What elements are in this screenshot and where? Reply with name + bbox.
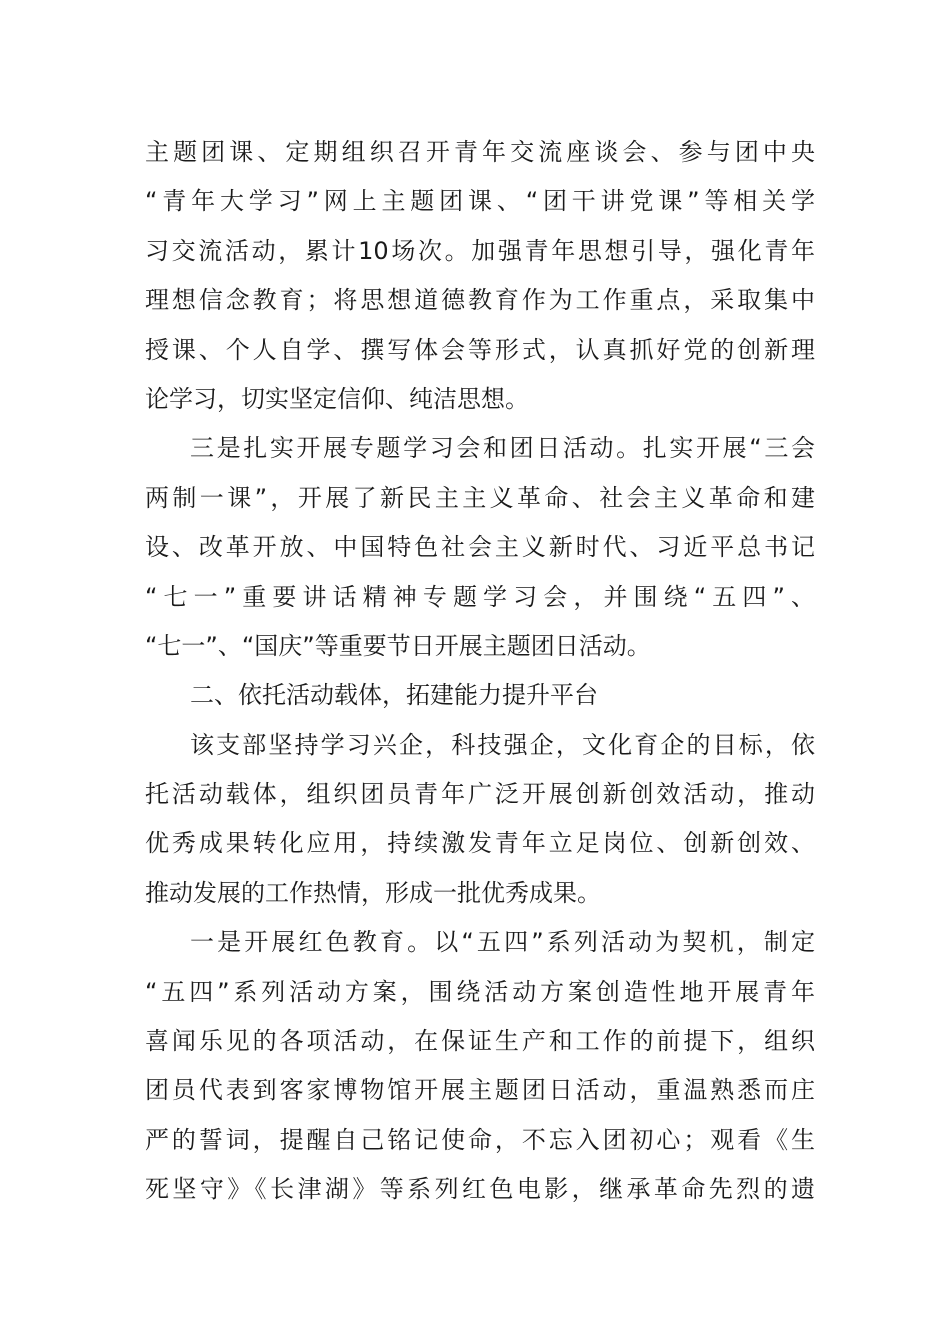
text-line: 授课、个人自学、撰写体会等形式，认真抓好党的创新理	[145, 335, 815, 364]
text-line: “五四”系列活动方案，围绕活动方案创造性地开展青年	[145, 977, 815, 1006]
text-line: 习交流活动，累计10场次。加强青年思想引导，强化青年	[145, 236, 815, 265]
text-line: 设、改革开放、中国特色社会主义新时代、习近平总书记	[145, 533, 815, 562]
text-line: 该支部坚持学习兴企，科技强企，文化育企的目标，依	[190, 730, 815, 759]
text-line: 论学习，切实坚定信仰、纯洁思想。	[145, 384, 529, 413]
text-line: 团员代表到客家博物馆开展主题团日活动，重温熟悉而庄	[145, 1076, 815, 1105]
text-line: 死坚守》《长津湖》等系列红色电影，继承革命先烈的遗	[145, 1175, 815, 1204]
text-line: 喜闻乐见的各项活动，在保证生产和工作的前提下，组织	[145, 1027, 815, 1056]
body-text	[145, 128, 815, 1215]
text-line: 理想信念教育；将思想道德教育作为工作重点，采取集中	[145, 286, 815, 315]
text-line: 推动发展的工作热情，形成一批优秀成果。	[145, 878, 601, 907]
text-line: 主题团课、定期组织召开青年交流座谈会、参与团中央	[145, 138, 815, 166]
text-line: 一是开展红色教育。以“五四”系列活动为契机，制定	[190, 928, 815, 957]
text-line: 三是扎实开展专题学习会和团日活动。扎实开展“三会	[190, 434, 815, 463]
text-line: “七一”重要讲话精神专题学习会，并围绕“五四”、	[145, 582, 815, 611]
section-heading: 二、依托活动载体，拓建能力提升平台	[190, 681, 598, 710]
text-line: 两制一课”，开展了新民主主义革命、社会主义革命和建	[145, 483, 815, 512]
text-line: 托活动载体，组织团员青年广泛开展创新创效活动，推动	[145, 780, 815, 809]
text-line: 严的誓词，提醒自己铭记使命，不忘入团初心；观看《生	[145, 1125, 815, 1154]
text-line: “青年大学习”网上主题团课、“团干讲党课”等相关学	[145, 187, 815, 216]
text-line: “七一”、“国庆”等重要节日开展主题团日活动。	[145, 631, 651, 660]
text-line: 优秀成果转化应用，持续激发青年立足岗位、创新创效、	[145, 829, 815, 858]
